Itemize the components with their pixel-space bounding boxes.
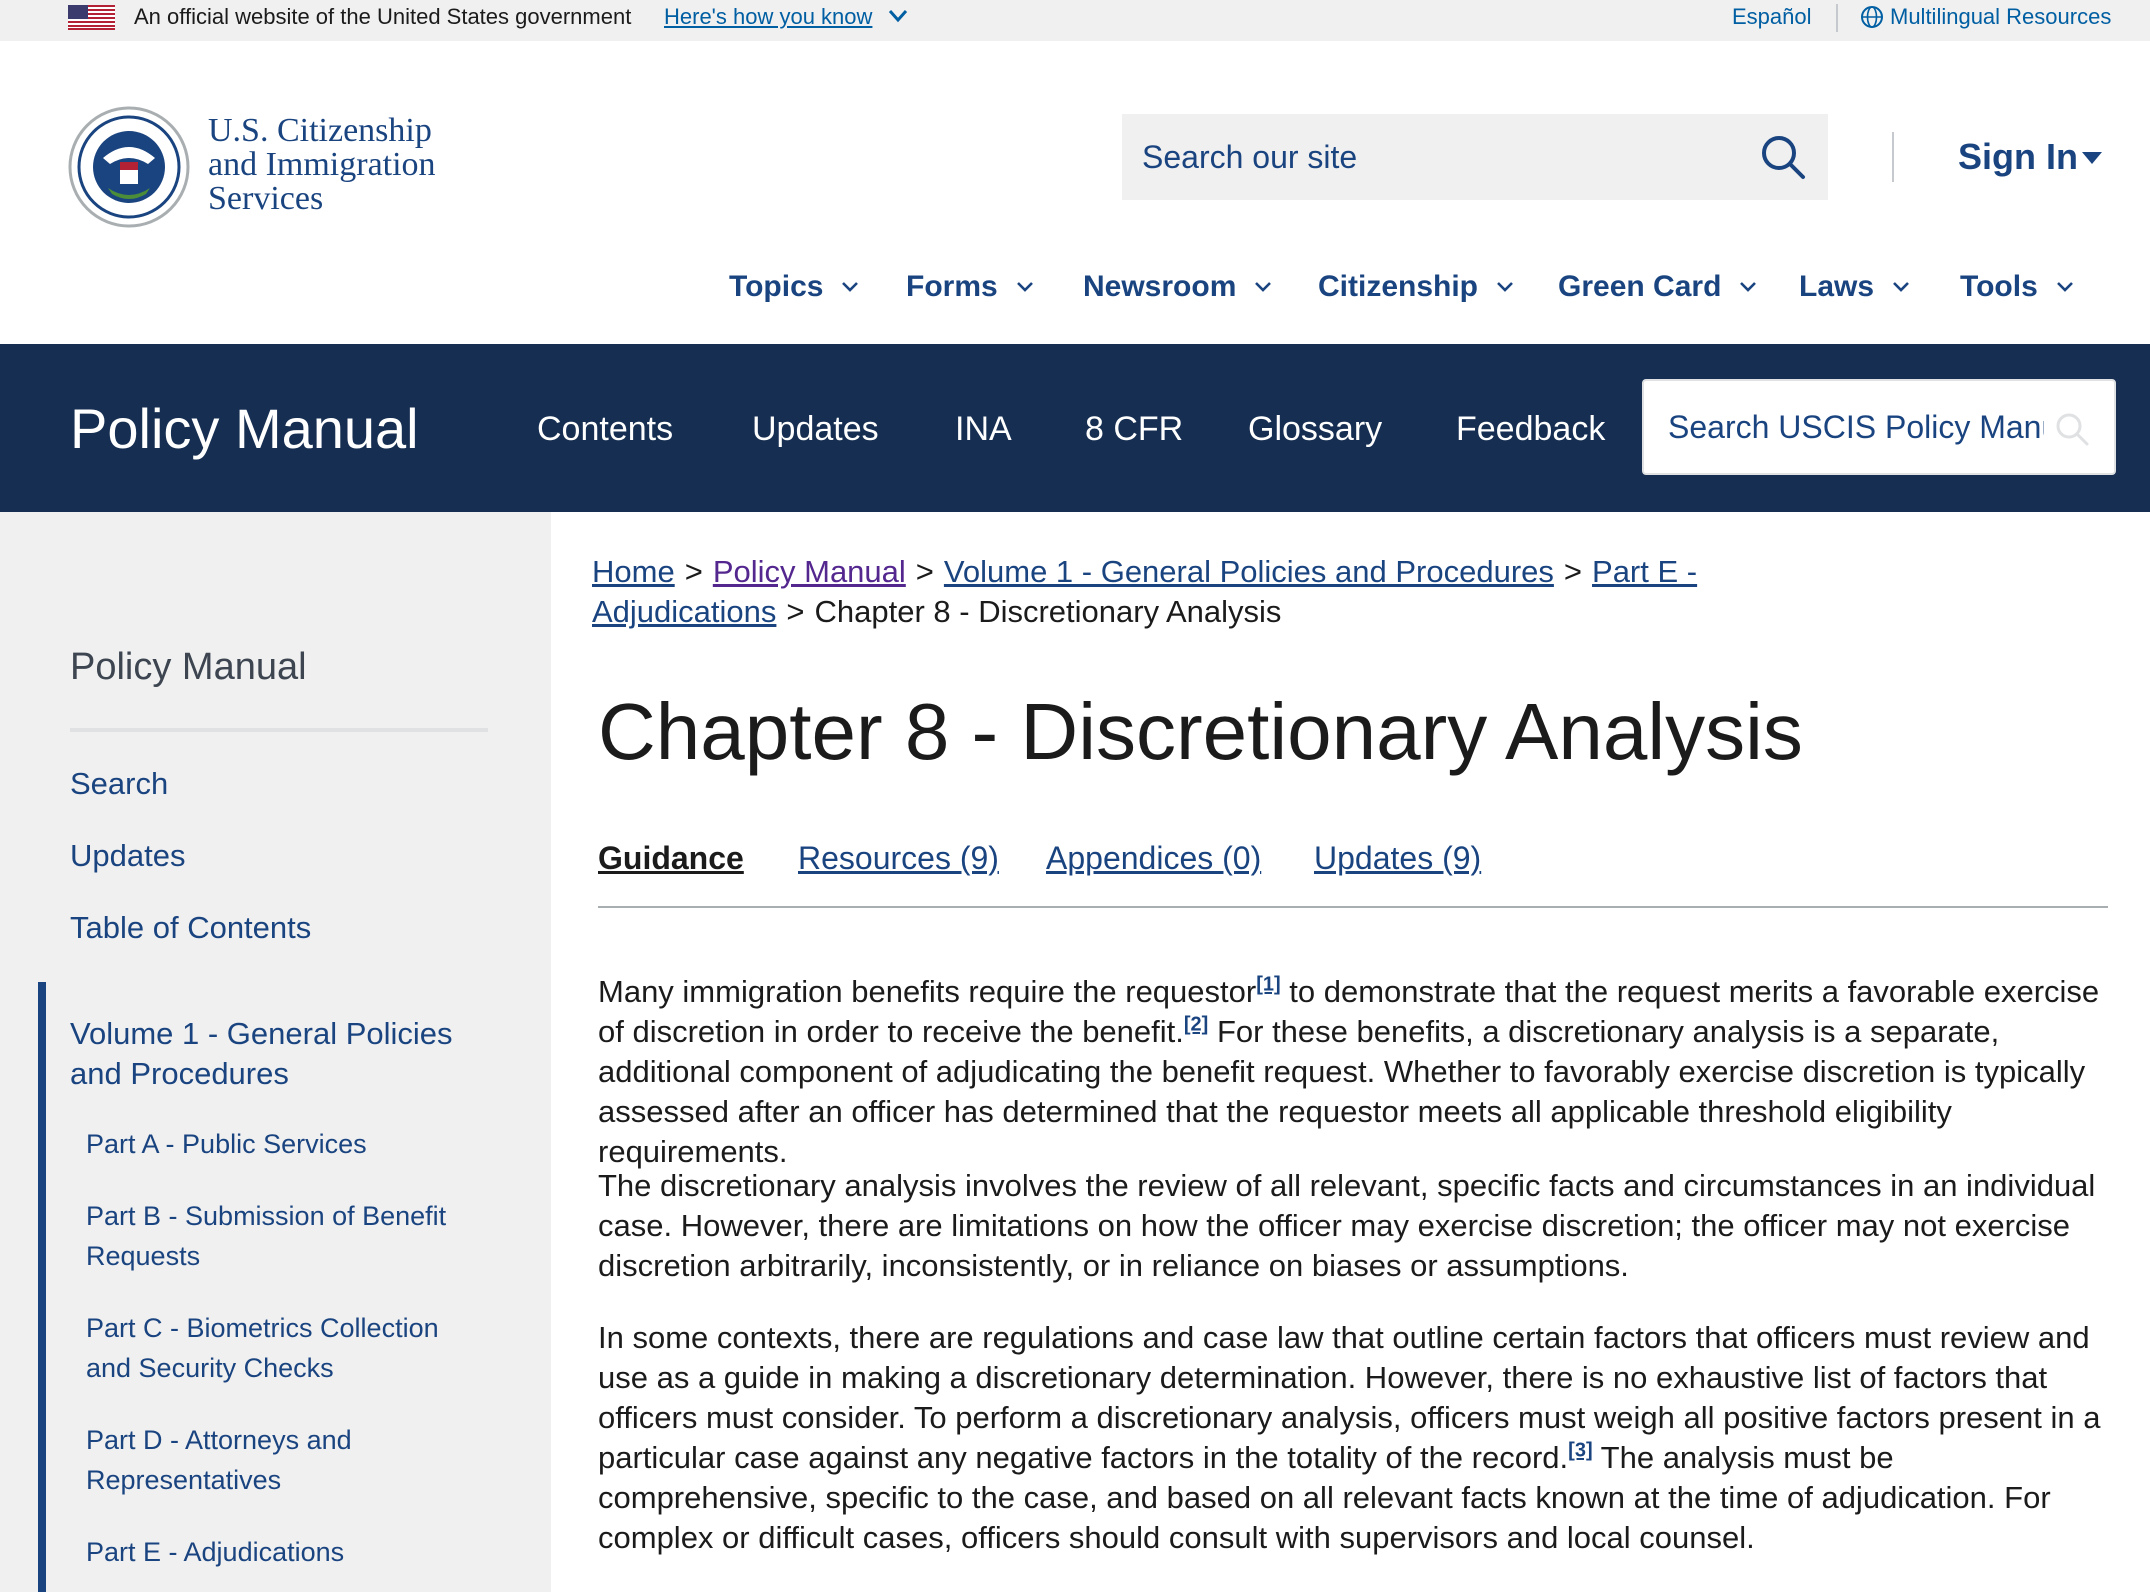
breadcrumb-separator: >	[786, 594, 805, 629]
espanol-link[interactable]: Español	[1732, 4, 1812, 29]
pm-nav-ina[interactable]: INA	[955, 410, 1012, 448]
sidebar-updates-link[interactable]: Updates	[70, 838, 186, 873]
sidebar-active-indicator	[38, 982, 46, 1592]
search-icon[interactable]	[2054, 411, 2090, 447]
agency-name-line2: and Immigration	[208, 146, 436, 183]
chevron-down-icon	[1016, 281, 1034, 293]
nav-laws[interactable]	[1799, 270, 1910, 304]
paragraph-3-text-a: In some contexts, there are regulations and case law that outline certain factors that officers must review and use as a guide in making a discretionary determination. However, there is no exhaustive list of factors that officers must consider. To perform a discretionary analysis, officers must weigh all positive factors present in a particular case against any negative factors in the totality of the record.	[598, 1320, 2101, 1475]
nav-newsroom-label: Newsroom	[1083, 270, 1237, 303]
footnote-2-link[interactable]: [2]	[1183, 1013, 1209, 1036]
nav-topics[interactable]	[729, 270, 859, 304]
dhs-seal-logo[interactable]	[68, 106, 190, 228]
pm-nav-feedback[interactable]: Feedback	[1456, 410, 1606, 448]
agency-name-line1: U.S. Citizenship	[208, 112, 432, 149]
chevron-down-icon	[841, 281, 859, 293]
nav-citizenship[interactable]	[1318, 270, 1514, 304]
official-website-text: An official website of the United States government	[134, 4, 632, 29]
tab-updates[interactable]: Updates (9)	[1314, 840, 1482, 876]
chevron-down-icon[interactable]	[888, 9, 908, 23]
pm-nav-contents[interactable]: Contents	[537, 410, 674, 448]
sidebar-divider	[70, 728, 488, 732]
sidebar-volume-nav	[0, 982, 551, 1592]
breadcrumb	[592, 552, 1772, 632]
main-nav	[0, 270, 2150, 314]
sign-in-button[interactable]: Sign In	[1958, 136, 2078, 177]
search-icon[interactable]	[1760, 134, 1806, 180]
caret-down-icon[interactable]	[2080, 150, 2104, 166]
chevron-down-icon	[1892, 281, 1910, 293]
sidebar-toc-link[interactable]: Table of Contents	[70, 910, 312, 945]
pm-nav-8cfr[interactable]: 8 CFR	[1085, 410, 1184, 448]
breadcrumb-part-e[interactable]: Part E - Adjudications	[592, 554, 1698, 629]
globe-icon[interactable]	[1860, 5, 1884, 29]
pm-nav-updates[interactable]: Updates	[752, 410, 879, 448]
policy-manual-title[interactable]: Policy Manual	[70, 397, 419, 460]
chevron-down-icon	[1254, 281, 1272, 293]
nav-laws-label: Laws	[1799, 270, 1875, 303]
paragraph-1-text-c: For these benefits, a discretionary analysis is a separate, additional component of adjudicating the benefit request. Whether to favorably exercise discretion is typically assessed after an officer has determined that the requestor meets all applicable threshold eligibility requirements.	[598, 1014, 2086, 1169]
paragraph-2: The discretionary analysis involves the review of all relevant, specific facts and circumstances in an individual case. However, there are limitations on how the officer may exercise discretion; the officer may not exercise discretion arbitrarily, inconsistently, or in reliance on biases or assumptions.	[598, 1168, 2096, 1283]
tab-guidance[interactable]: Guidance	[598, 840, 744, 876]
how-you-know-link[interactable]: Here's how you know	[664, 4, 873, 29]
nav-forms-label: Forms	[906, 270, 998, 303]
nav-topics-label: Topics	[729, 270, 824, 303]
tab-resources[interactable]: Resources (9)	[798, 840, 999, 876]
agency-name[interactable]	[208, 114, 508, 216]
nav-green-card[interactable]	[1558, 270, 1757, 304]
sidebar-part-b-link[interactable]: Part B - Submission of Benefit Requests	[86, 1201, 447, 1271]
nav-citizenship-label: Citizenship	[1318, 270, 1479, 303]
nav-tools[interactable]	[1960, 270, 2074, 304]
header-divider	[1892, 132, 1894, 182]
chevron-down-icon	[1739, 281, 1757, 293]
paragraph-1-text-b: to demonstrate that the request merits a favorable exercise of discretion in order to receive the benefit.	[598, 974, 2100, 1049]
us-flag-icon	[68, 5, 115, 30]
multilingual-resources-link[interactable]: Multilingual Resources	[1890, 4, 2112, 29]
paragraph-1	[598, 972, 2110, 1172]
policy-manual-search-input[interactable]	[1642, 379, 2116, 475]
sidebar-volume-1-link[interactable]: Volume 1 - General Policies and Procedures	[70, 1016, 453, 1091]
breadcrumb-separator: >	[1563, 554, 1583, 589]
gov-banner	[0, 0, 2150, 41]
agency-name-line3: Services	[208, 180, 324, 217]
chevron-down-icon	[1496, 281, 1514, 293]
breadcrumb-volume-1[interactable]: Volume 1 - General Policies and Procedures	[943, 554, 1554, 589]
site-search-input[interactable]	[1122, 114, 1828, 200]
breadcrumb-policy-manual[interactable]: Policy Manual	[712, 554, 906, 589]
breadcrumb-separator: >	[684, 554, 703, 589]
tab-divider	[598, 906, 2108, 908]
pm-nav-glossary[interactable]: Glossary	[1248, 410, 1383, 448]
footnote-3-link[interactable]: [3]	[1568, 1439, 1593, 1462]
sidebar-part-c-link[interactable]: Part C - Biometrics Collection and Security Checks	[86, 1313, 439, 1383]
paragraph-3-text-b: The analysis must be comprehensive, specific to the case, and based on all relevant facts known at the time of adjudication. For complex or difficult cases, officers should consult with supervisors and local counsel.	[598, 1440, 2051, 1555]
sidebar-title: Policy Manual	[70, 646, 307, 688]
sidebar-search-link[interactable]: Search	[70, 766, 169, 801]
sidebar-part-d-link[interactable]: Part D - Attorneys and Representatives	[86, 1425, 352, 1495]
banner-divider	[1836, 4, 1838, 32]
sidebar-part-e-link[interactable]: Part E - Adjudications	[86, 1537, 345, 1567]
policy-manual-bar	[0, 344, 2150, 512]
breadcrumb-separator: >	[915, 554, 934, 589]
nav-tools-label: Tools	[1960, 270, 2038, 303]
nav-forms[interactable]	[906, 270, 1034, 304]
paragraph-1-text-a: Many immigration benefits require the requestor	[598, 974, 1257, 1009]
breadcrumb-home[interactable]: Home	[592, 554, 675, 589]
breadcrumb-current: Chapter 8 - Discretionary Analysis	[814, 594, 1282, 629]
sidebar-nav	[0, 512, 551, 982]
nav-newsroom[interactable]	[1083, 270, 1272, 304]
chevron-down-icon	[2056, 281, 2074, 293]
tab-appendices[interactable]: Appendices (0)	[1046, 840, 1262, 876]
sidebar-part-a-link[interactable]: Part A - Public Services	[86, 1129, 367, 1159]
paragraph-3	[598, 1318, 2110, 1558]
nav-green-card-label: Green Card	[1558, 270, 1722, 303]
footnote-1-link[interactable]: [1]	[1256, 973, 1281, 996]
page-title: Chapter 8 - Discretionary Analysis	[598, 687, 1803, 776]
